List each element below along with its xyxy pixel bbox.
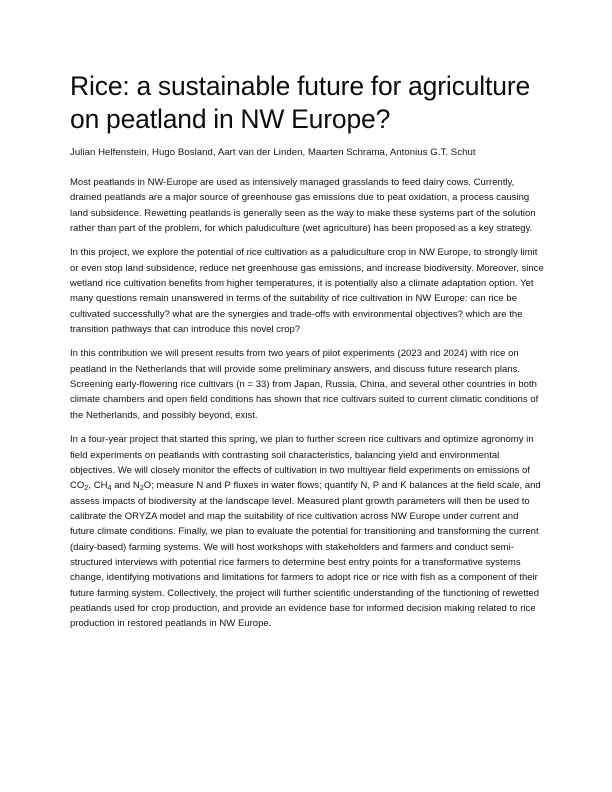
page-title: Rice: a sustainable future for agriculture on peatland in NW Europe? — [70, 71, 531, 134]
paragraph-four-year-project: In a four-year project that started this spring, we plan to further screen rice cultivars and optimize agronomy in field experiments on peatlands with contrasting soil characteristics, balancing yield and environmental objectives. We will closely monitor the effects of cultivation in two multiyear field experiments on emissions of $CO_2$, $CH_4$ and $N_2O$; measure N and P fluxes in water flows; quantify N, P and K balances at the field scale, and assess impacts of biodiversity at the landscape level. Measured plant growth parameters will then be used to calibrate the ORYZA model and map the suitability of rice cultivation across NW Europe under current and future climate conditions. Finally, we plan to evaluate the potential for transitioning and transforming the current (dairy-based) farming systems. We will host workshops with stakeholders and farmers and conduct semi-structured interviews with potential rice farmers to determine best entry points for a transformative systems change, identifying motivations and limitations for farmers to adopt rice or rice with fish as a component of their future farming system. Collectively, the project will further scientific understanding of the functioning of rewetted peatlands used for crop production, and provide an evidence base for informed decision making related to rice production in restored peatlands in NW Europe. — [70, 434, 541, 630]
abstract-body — [70, 160, 544, 632]
author-list: Julian Helfenstein, Hugo Bosland, Aart van der Linden, Maarten Schrama, Antonius G.T. Schut — [70, 147, 476, 158]
paragraph-project-aims: In this project, we explore the potential of rice cultivation as a paludiculture crop in NW Europe, to strongly limit or even stop land subsidence, reduce net greenhouse gas emissions, and increase biodiversity. Moreover, since wetland rice cultivation benefits from higher temperatures, it is potentially also a climate adaptation option. Yet many questions remain unanswered in terms of the suitability of rice cultivation in NW Europe: can rice be cultivated successfully? what are the synergies and trade-offs with environmental objectives? which are the transition pathways that can introduce this novel crop? — [70, 247, 544, 336]
paragraph-pilot-results: In this contribution we will present results from two years of pilot experiments (2023 and 2024) with rice on peatland in the Netherlands that will provide some preliminary answers, and discuss future research plans. Screening early-flowering rice cultivars (n = 33) from Japan, Russia, China, and several other countries in both climate chambers and open field conditions has shown that rice cultivars suited to current climatic conditions of the Netherlands, and possibly beyond, exist. — [70, 348, 539, 421]
document-content — [70, 0, 544, 632]
paragraph-intro-peatlands: Most peatlands in NW-Europe are used as intensively managed grasslands to feed dairy cows. Currently, drained peatlands are a major source of greenhouse gas emissions due to peat oxidation, a process causing land subsidence. Rewetting peatlands is generally seen as the way to make these systems part of the solution rather than part of the problem, for which paludiculture (wet agriculture) has been proposed as a key strategy. — [70, 177, 536, 235]
